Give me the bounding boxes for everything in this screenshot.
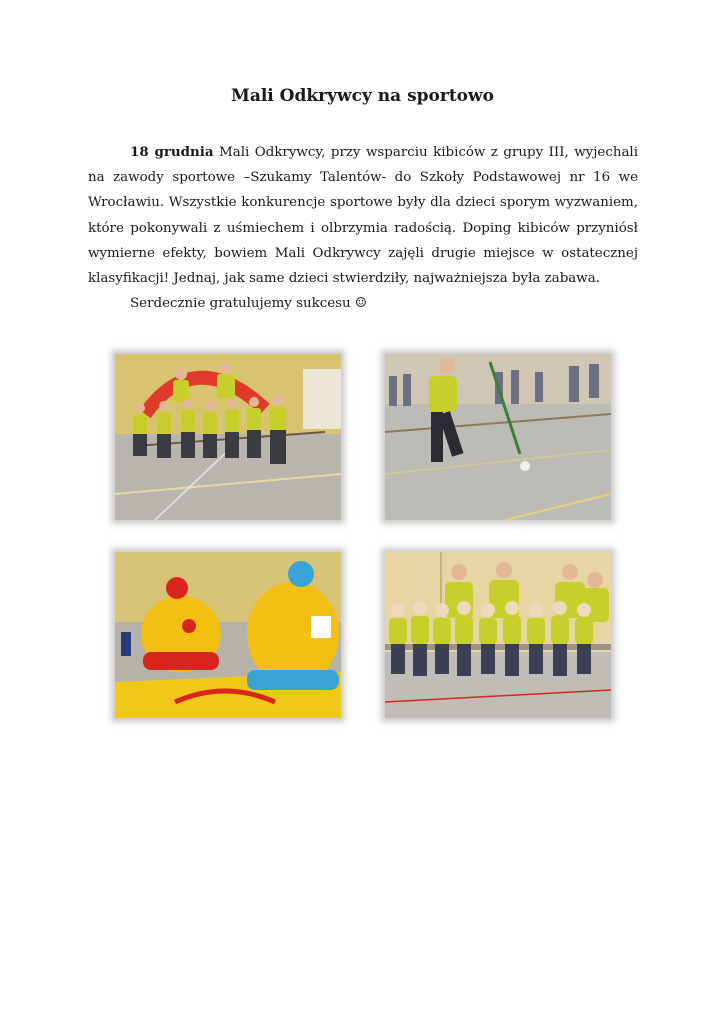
photo-tug-of-war [115,354,341,520]
photo-sumo [115,552,341,718]
paragraph-intro [88,140,638,291]
article-body [88,140,638,316]
photo-group [385,552,611,718]
event-date: 18 grudnia [130,144,214,160]
page-title: Mali Odkrywcy na sportowo [231,86,494,106]
paragraph-intro-text: Mali Odkrywcy, przy wsparciu kibiców z grupy III, wyjechali na zawody sportowe –Szukamy Talentów- do Szkoły Podstawowej nr 16 we Wrocławiu. Wszystkie konkurencje sportowe były dla dzieci sporym wyzwaniem, które pokonywali z uśmiechem i olbrzymia radością. Doping kibiców przyniósł wymierne efekty, bowiem Mali Odkrywcy zajęli drugie miejsce w ostatecznej klasyfikacji! Jednaj, jak same dzieci stwierdziły, najważniejsza była zabawa. [88,145,638,287]
photo-floorball [385,354,611,520]
paragraph-congratulations: Serdecznie gratulujemy sukcesu ☺ [130,296,367,312]
